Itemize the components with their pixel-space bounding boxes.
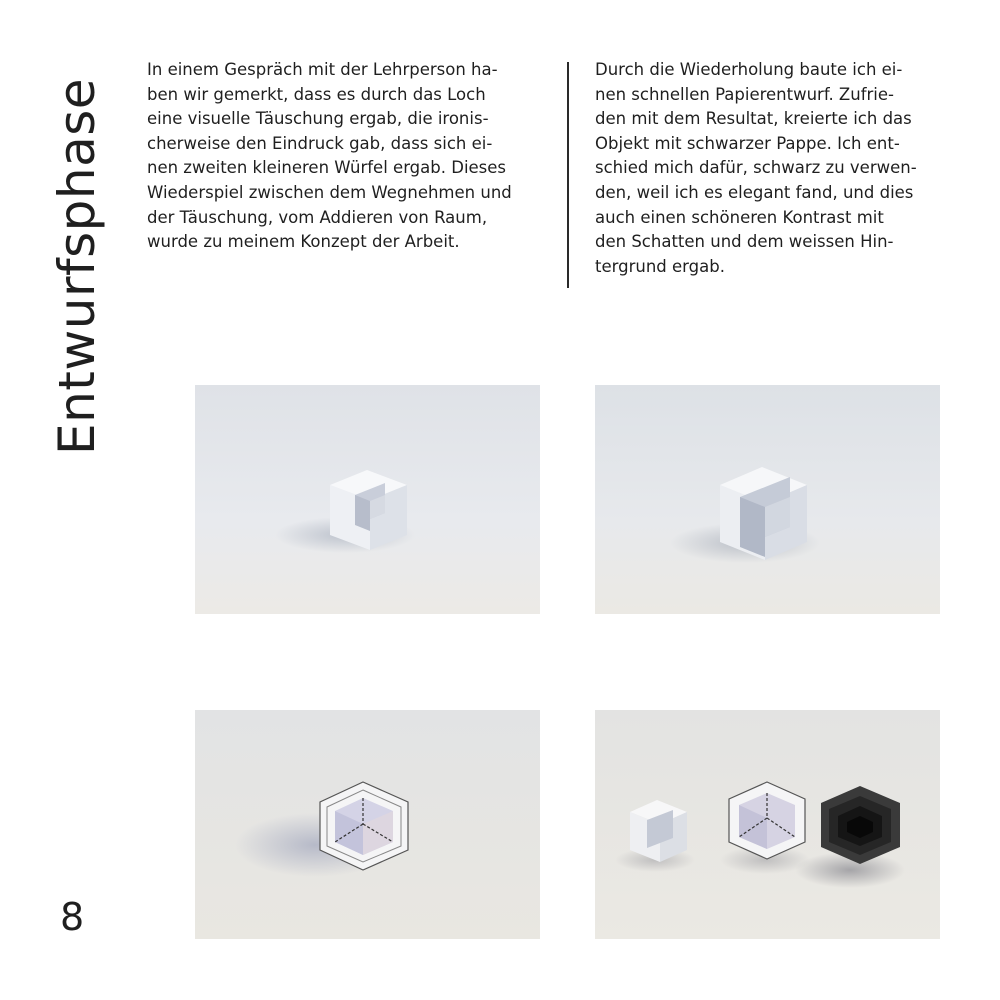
cube-photo-1-image bbox=[195, 385, 540, 614]
text-line: cherweise den Eindruck gab, dass sich ei- bbox=[147, 133, 493, 153]
text-column-right bbox=[595, 58, 990, 279]
text-line: eine visuelle Täuschung ergab, die ironis- bbox=[147, 109, 489, 129]
cube-photo-3-image bbox=[195, 710, 540, 939]
text-line: In einem Gespräch mit der Lehrperson ha- bbox=[147, 60, 498, 79]
photo-hexagon-cube-top bbox=[195, 710, 540, 939]
cube-photo-4-image bbox=[595, 710, 940, 939]
photo-paper-cube-cut bbox=[595, 385, 940, 614]
text-line: der Täuschung, vom Addieren von Raum, bbox=[147, 207, 488, 227]
text-line: tergrund ergab. bbox=[595, 256, 725, 276]
text-line: Durch die Wiederholung baute ich ei- bbox=[595, 60, 903, 79]
text-line: schied mich dafür, schwarz zu verwen- bbox=[595, 158, 917, 178]
text-line: nen zweiten kleineren Würfel ergab. Dieses bbox=[147, 158, 507, 178]
text-line: Wiederspiel zwischen dem Wegnehmen und bbox=[147, 182, 512, 202]
text-line: auch einen schöneren Kontrast mit bbox=[595, 207, 884, 227]
column-divider bbox=[567, 62, 569, 288]
text-line: nen schnellen Papierentwurf. Zufrie- bbox=[595, 84, 894, 104]
text-column-left bbox=[147, 58, 542, 255]
photo-three-cubes bbox=[595, 710, 940, 939]
text-line: Objekt mit schwarzer Pappe. Ich ent- bbox=[595, 133, 900, 153]
cube-photo-2-image bbox=[595, 385, 940, 614]
text-line: wurde zu meinem Konzept der Arbeit. bbox=[147, 232, 460, 252]
text-line: den mit dem Resultat, kreierte ich das bbox=[595, 109, 912, 129]
page-title: Entwurfsphase bbox=[48, 77, 106, 455]
text-line: ben wir gemerkt, dass es durch das Loch bbox=[147, 84, 486, 104]
text-line: den, weil ich es elegant fand, und dies bbox=[595, 182, 914, 202]
page-number: 8 bbox=[60, 895, 85, 939]
text-line: den Schatten und dem weissen Hin- bbox=[595, 232, 894, 252]
photo-paper-cube-front bbox=[195, 385, 540, 614]
